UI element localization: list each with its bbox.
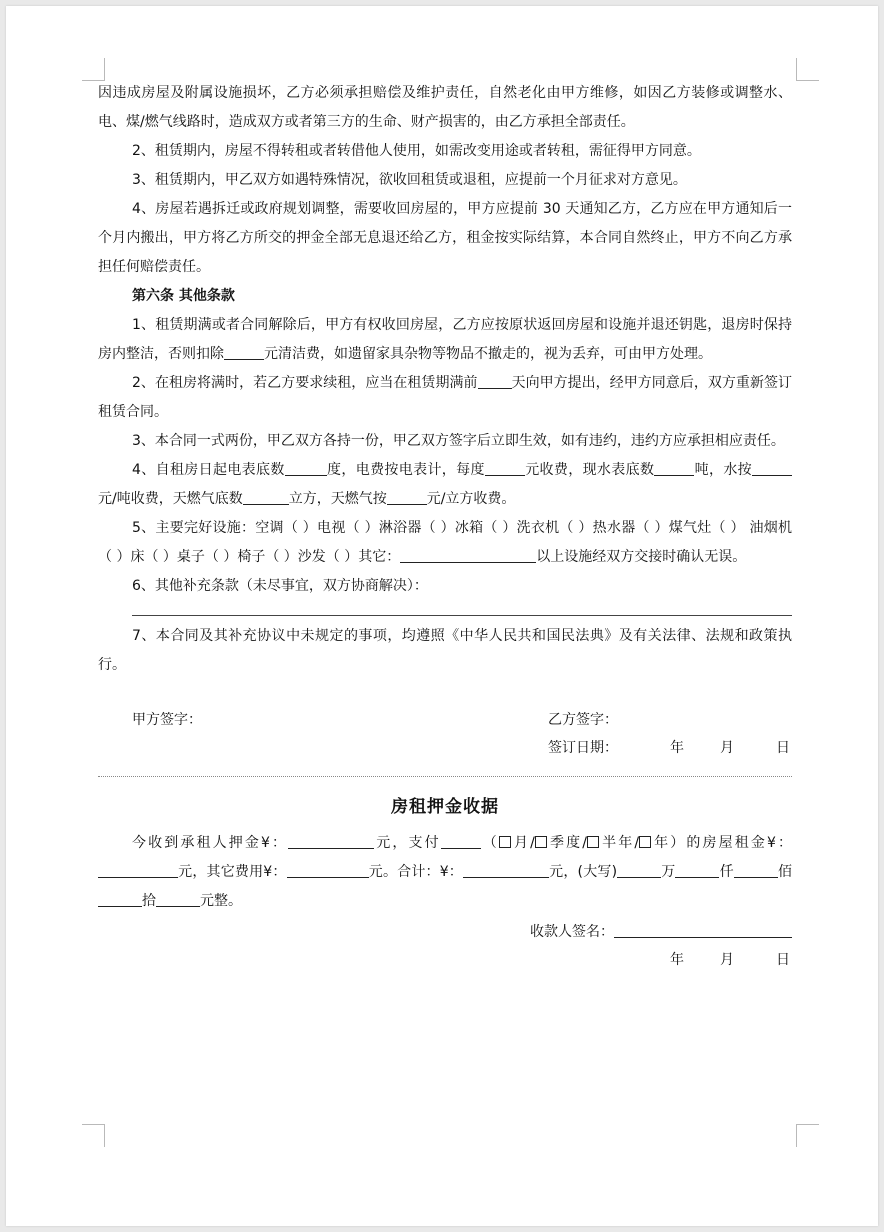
clause-6-4-s6: 立方，天燃气按 [288, 491, 387, 507]
clause-6-4-s7: 元/立方收费。 [426, 491, 516, 507]
option-year: 年）的房屋 [652, 835, 735, 851]
daxie-wan-field[interactable] [617, 863, 661, 878]
clause-6-2 [98, 369, 792, 427]
article-6-heading: 第六条 其他条款 [132, 288, 235, 304]
receipt-deposit-label: 今收到承租人押金¥： [132, 835, 289, 851]
other-facilities-field[interactable] [400, 548, 536, 563]
option-month: 月/ [511, 835, 535, 851]
clause-6-6: 6、其他补充条款（未尽事宜，双方协商解决）： [132, 578, 428, 594]
party-a-signature[interactable]: 甲方签字： [132, 712, 202, 728]
signature-row [98, 706, 792, 734]
total-amount-field[interactable] [463, 863, 549, 878]
deposit-amount-field[interactable] [288, 834, 374, 849]
payee-signature-field[interactable] [614, 923, 792, 938]
receipt-date-row [98, 946, 792, 974]
receipt-other-label: 元，其它费用¥： [178, 864, 287, 880]
water-rate-field[interactable] [752, 461, 792, 476]
sign-date-year: 年 [670, 740, 684, 756]
corner-mark-top-right [796, 58, 819, 81]
corner-mark-bottom-left [82, 1124, 105, 1147]
daxie-shi-field[interactable] [98, 892, 142, 907]
sign-date-label: 签订日期： [548, 740, 618, 756]
clause-6-3: 3、本合同一式两份，甲乙双方各持一份，甲乙双方签字后立即生效，如有违约，违约方应承担相应责任。 [132, 433, 785, 449]
other-fees-field[interactable] [287, 863, 369, 878]
checkbox-month[interactable] [499, 836, 511, 848]
sign-date-month: 月 [720, 740, 734, 756]
clause-6-2-text-b: 天向甲方提出，经甲方同意后，双方重新签订租赁合同。 [98, 375, 793, 420]
checkbox-quarter[interactable] [535, 836, 547, 848]
clause-6-1 [98, 311, 792, 369]
daxie-bai-field[interactable] [734, 863, 778, 878]
pay-period-field[interactable] [441, 834, 481, 849]
receipt-total-label: 元。合计：¥： [368, 864, 463, 880]
unit-bai: 佰 [777, 864, 792, 880]
receipt-paren: （ [480, 835, 499, 851]
clause-6-1-text-b: 元清洁费，如遗留家具杂物等物品不撤走的，视为丢弃，可由甲方处理。 [264, 346, 712, 362]
receipt-date-month: 月 [720, 952, 734, 968]
receipt-pay-label: 元，支付 [374, 835, 441, 851]
document-body [98, 79, 792, 974]
paragraph-no-sublet: 2、租赁期内，房屋不得转租或者转借他人使用，如需改变用途或者转租，需征得甲方同意。 [132, 143, 701, 159]
clause-6-1-text-a: 1、租赁期满或者合同解除后，甲方有权收回房屋，乙方应按原状返回房屋和设施并退还钥匙，退房时保持房内整洁，否则扣除 [98, 317, 792, 362]
payee-label: 收款人签名： [530, 924, 614, 940]
clause-6-7: 7、本合同及其补充协议中未规定的事项，均遵照《中华人民共和国民法典》及有关法律、法规和政策执行。 [98, 628, 792, 673]
receipt-date-year: 年 [670, 952, 684, 968]
receipt-rent-label: 租金¥： [734, 835, 793, 851]
receipt-title: 房租押金收据 [391, 797, 499, 817]
unit-yuan: 元整。 [200, 893, 242, 909]
clause-6-5 [98, 514, 792, 572]
party-b-signature[interactable]: 乙方签字： [548, 712, 618, 728]
clause-6-4-s4: 吨，水按 [694, 462, 753, 478]
cut-line-divider [98, 776, 792, 777]
checkbox-half-year[interactable] [587, 836, 599, 848]
unit-qian: 仟 [719, 864, 734, 880]
sign-date-day: 日 [776, 740, 790, 756]
clause-6-4 [98, 456, 792, 514]
corner-mark-bottom-right [796, 1124, 819, 1147]
unit-wan: 万 [661, 864, 676, 880]
paragraph-early-termination: 3、租赁期内，甲乙双方如遇特殊情况，欲收回租赁或退租，应提前一个月征求对方意见。 [132, 172, 687, 188]
daxie-qian-field[interactable] [675, 863, 719, 878]
corner-mark-top-left [82, 58, 105, 81]
clause-6-5-text-b: 以上设施经双方交接时确认无误。 [536, 549, 747, 565]
supplementary-terms-field[interactable] [132, 601, 792, 616]
clause-6-4-s1: 4、自租房日起电表底数 [132, 462, 285, 478]
paragraph-demolition: 4、房屋若遇拆迁或政府规划调整，需要收回房屋的，甲方应提前 30 天通知乙方，乙方应在甲方通知后一个月内搬出，甲方将乙方所交的押金全部无息退还给乙方，租金按实际结算，本合同自然终止，甲方不向乙方承担任何赔偿责任。 [98, 201, 792, 275]
meter-gas-field[interactable] [243, 490, 289, 505]
daxie-yuan-field[interactable] [156, 892, 200, 907]
cleaning-fee-field[interactable] [224, 345, 264, 360]
clause-6-5-text-a: 5、主要完好设施：空调（ ）电视（ ）淋浴器（ ）冰箱（ ）洗衣机（ ）热水器（ ）煤气灶（ ） 油烟机（ ）床（ ）桌子（ ）椅子（ ）沙发（ ）其它： [98, 520, 792, 565]
gas-rate-field[interactable] [387, 490, 427, 505]
sign-date-row [98, 734, 792, 762]
checkbox-year[interactable] [639, 836, 651, 848]
rent-amount-field[interactable] [98, 863, 178, 878]
unit-shi: 拾 [142, 893, 156, 909]
paragraph-damage-liability: 因违成房屋及附属设施损坏，乙方必须承担赔偿及维护责任，自然老化由甲方维修，如因乙方装修或调整水、电、煤/燃气线路时，造成双方或者第三方的生命、财产损害的，由乙方承担全部责任。 [98, 85, 792, 130]
receipt-body [98, 829, 792, 916]
electric-rate-field[interactable] [485, 461, 525, 476]
clause-6-4-s5: 元/吨收费，天燃气底数 [98, 491, 243, 507]
option-quarter: 季度/ [547, 835, 587, 851]
clause-6-2-text-a: 2、在租房将满时，若乙方要求续租，应当在租赁期满前 [132, 375, 478, 391]
renewal-days-field[interactable] [478, 374, 512, 389]
meter-water-field[interactable] [654, 461, 694, 476]
clause-6-4-s2: 度，电费按电表计，每度 [326, 462, 485, 478]
receipt-daxie-label: 元，(大写) [549, 864, 618, 880]
option-half-year: 半年/ [599, 835, 640, 851]
meter-electric-field[interactable] [285, 461, 327, 476]
payee-row [98, 918, 792, 946]
receipt-date-day: 日 [776, 952, 790, 968]
clause-6-4-s3: 元收费，现水表底数 [524, 462, 655, 478]
